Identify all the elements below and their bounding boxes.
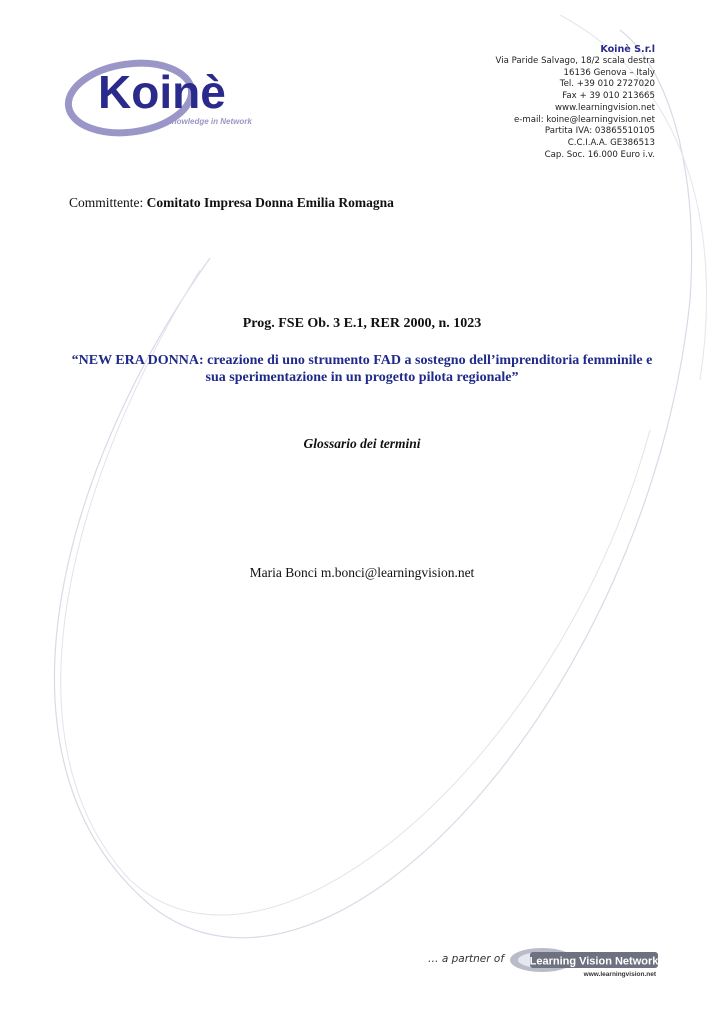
lvn-logo-url: www.learningvision.net	[583, 971, 656, 978]
company-website[interactable]: www.learningvision.net	[555, 102, 655, 113]
company-city: 16136 Genova – Italy	[563, 67, 655, 78]
client-name: Comitato Impresa Donna Emilia Romagna	[146, 195, 394, 210]
lvn-logo-name: Learning Vision Network	[529, 955, 659, 968]
company-fax: Fax + 39 010 213665	[562, 91, 655, 102]
logo-tagline: Knowledge in Network	[166, 117, 252, 126]
company-vat: Partita IVA: 03865510105	[544, 126, 655, 137]
company-cciaa: C.C.I.A.A. GE386513	[567, 137, 655, 148]
client-label: Committente:	[69, 195, 147, 210]
program-reference: Prog. FSE Ob. 3 E.1, RER 2000, n. 1023	[242, 316, 482, 331]
company-capital: Cap. Soc. 16.000 Euro i.v.	[544, 149, 655, 160]
company-phone: Tel. +39 010 2727020	[559, 79, 655, 90]
author-line: Maria Bonci m.bonci@learningvision.net	[249, 565, 475, 580]
logo-wordmark: Koinè	[98, 66, 226, 118]
client-line	[69, 195, 394, 211]
company-address: Via Paride Salvago, 18/2 scala destra	[495, 56, 655, 66]
document-subtitle: Glossario dei termini	[303, 436, 421, 451]
koine-logo	[60, 46, 272, 146]
company-info	[496, 44, 655, 161]
partner-caption: … a partner of	[428, 953, 505, 965]
company-name: Koinè S.r.l	[600, 44, 655, 55]
company-email[interactable]: e-mail: koine@learningvision.net	[513, 114, 655, 125]
project-title: “NEW ERA DONNA: creazione di uno strumento FAD a sostegno dell’imprenditoria femminile e sua sperimentazione in un progetto pilota regionale”	[71, 353, 653, 385]
learning-vision-network-logo	[508, 944, 660, 980]
